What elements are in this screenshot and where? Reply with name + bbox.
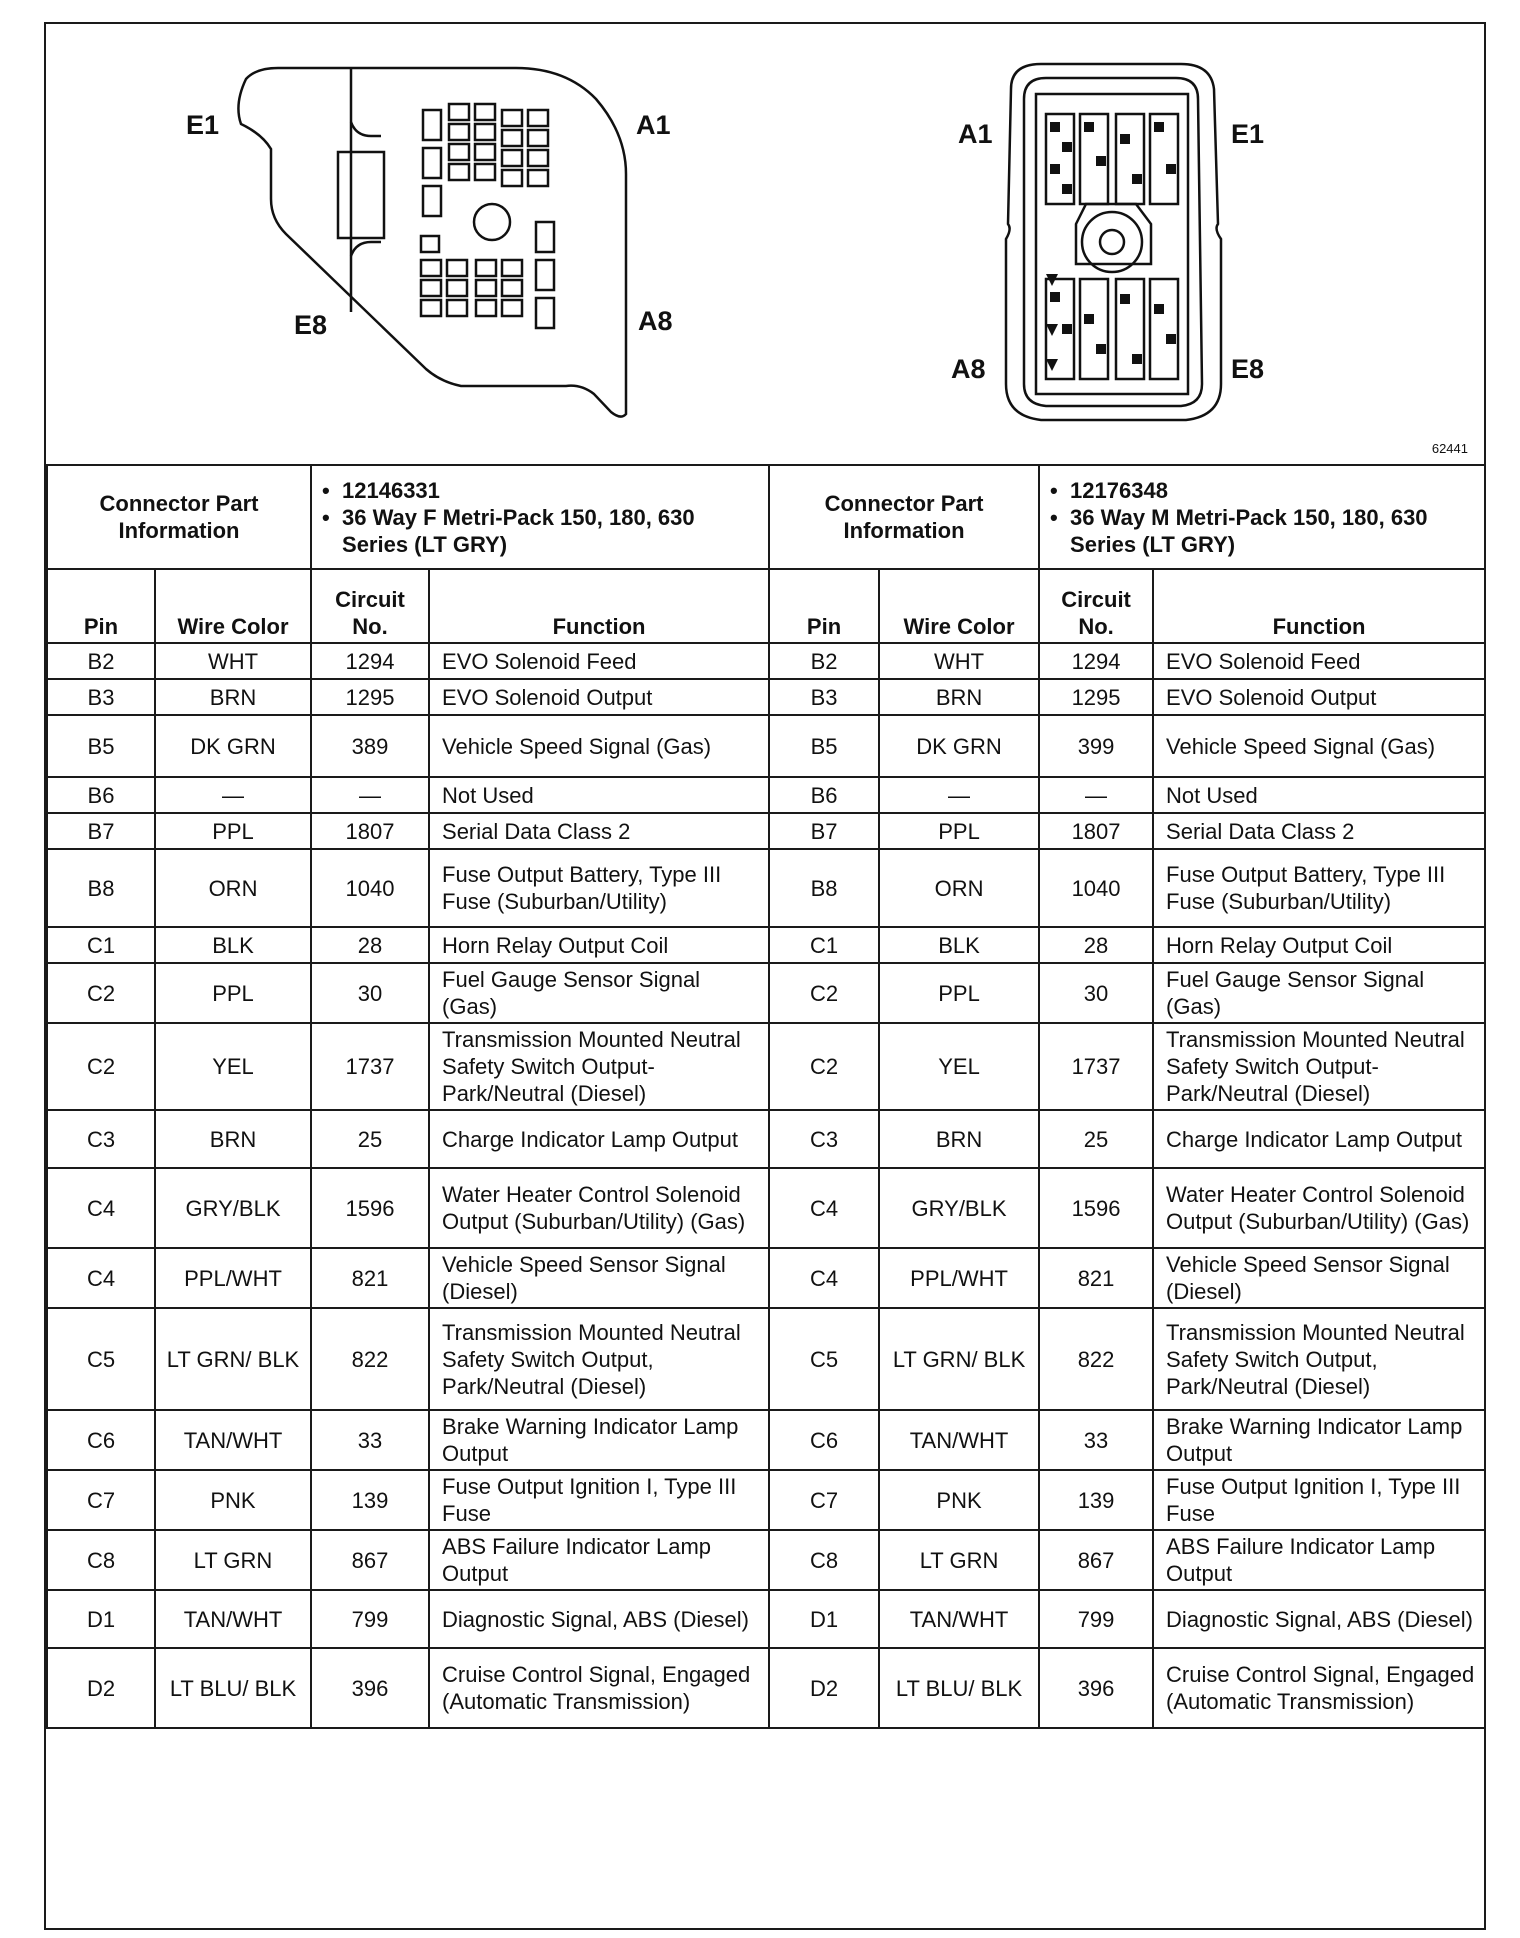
right-pin-cell: C4 <box>769 1168 879 1248</box>
right-wire-color-cell: BRN <box>879 679 1039 715</box>
right-pin-cell: B5 <box>769 715 879 777</box>
right-function-header: Function <box>1153 569 1485 643</box>
right-circuit-cell: 30 <box>1039 963 1153 1023</box>
table-row <box>47 849 1485 927</box>
right-wire-color-cell: BLK <box>879 927 1039 963</box>
right-pin-cell: C1 <box>769 927 879 963</box>
male-connector-drawing <box>1006 64 1221 420</box>
right-circuit-cell: 1596 <box>1039 1168 1153 1248</box>
left-pin-cell: B3 <box>47 679 155 715</box>
right-circuit-cell: 396 <box>1039 1648 1153 1728</box>
table-row <box>47 1248 1485 1308</box>
left-pin-header: Pin <box>47 569 155 643</box>
table-row <box>47 927 1485 963</box>
left-function-cell: EVO Solenoid Feed <box>429 643 769 679</box>
right-wire-color-cell: ORN <box>879 849 1039 927</box>
left-pin-cell: B6 <box>47 777 155 813</box>
left-circuit-cell: 389 <box>311 715 429 777</box>
right-wire-color-cell: — <box>879 777 1039 813</box>
right-wire-color-cell: PNK <box>879 1470 1039 1530</box>
female-connector-drawing <box>238 68 626 417</box>
left-circuit-cell: 28 <box>311 927 429 963</box>
left-circuit-cell: 799 <box>311 1590 429 1648</box>
left-wire-color-cell: WHT <box>155 643 311 679</box>
right-circuit-cell: 822 <box>1039 1308 1153 1410</box>
right-function-cell: Charge Indicator Lamp Output <box>1153 1110 1485 1168</box>
right-circuit-cell: 799 <box>1039 1590 1153 1648</box>
left-circuit-cell: 1737 <box>311 1023 429 1110</box>
table-row <box>47 813 1485 849</box>
right-connector-info <box>1039 465 1485 569</box>
right-wire-color-cell: PPL/WHT <box>879 1248 1039 1308</box>
left-wire-color-cell: DK GRN <box>155 715 311 777</box>
left-function-cell: Diagnostic Signal, ABS (Diesel) <box>429 1590 769 1648</box>
left-pin-cell: B8 <box>47 849 155 927</box>
right-pin-cell: B8 <box>769 849 879 927</box>
connector-drawings <box>46 24 1484 464</box>
left-function-cell: Cruise Control Signal, Engaged (Automatic Transmission) <box>429 1648 769 1728</box>
left-function-cell: Not Used <box>429 777 769 813</box>
table-row <box>47 1110 1485 1168</box>
table-row <box>47 777 1485 813</box>
right-function-cell: Serial Data Class 2 <box>1153 813 1485 849</box>
right-wire-color-cell: GRY/BLK <box>879 1168 1039 1248</box>
right-function-cell: Fuse Output Ignition I, Type III Fuse <box>1153 1470 1485 1530</box>
left-pin-cell: C7 <box>47 1470 155 1530</box>
table-row <box>47 1530 1485 1590</box>
right-wire-color-cell: PPL <box>879 963 1039 1023</box>
left-function-cell: Vehicle Speed Signal (Gas) <box>429 715 769 777</box>
right-function-cell: Vehicle Speed Sensor Signal (Diesel) <box>1153 1248 1485 1308</box>
left-pin-cell: D1 <box>47 1590 155 1648</box>
left-wire-color-cell: BRN <box>155 679 311 715</box>
right-function-cell: Cruise Control Signal, Engaged (Automatic Transmission) <box>1153 1648 1485 1728</box>
right-pin-cell: D1 <box>769 1590 879 1648</box>
right-function-cell: Fuse Output Battery, Type III Fuse (Suburban/Utility) <box>1153 849 1485 927</box>
right-wire-color-cell: TAN/WHT <box>879 1410 1039 1470</box>
left-pin-cell: C8 <box>47 1530 155 1590</box>
right-pin-cell: C4 <box>769 1248 879 1308</box>
left-wire-color-cell: YEL <box>155 1023 311 1110</box>
left-pin-cell: D2 <box>47 1648 155 1728</box>
right-wire-color-cell: YEL <box>879 1023 1039 1110</box>
left-circuit-cell: 822 <box>311 1308 429 1410</box>
right-circuit-cell: 33 <box>1039 1410 1153 1470</box>
right-wire-color-cell: DK GRN <box>879 715 1039 777</box>
left-function-cell: Fuel Gauge Sensor Signal (Gas) <box>429 963 769 1023</box>
male-label-e8: E8 <box>1231 354 1265 384</box>
left-wire-color-header: Wire Color <box>155 569 311 643</box>
left-pin-cell: C1 <box>47 927 155 963</box>
female-label-a1: A1 <box>636 110 671 140</box>
left-function-cell: Horn Relay Output Coil <box>429 927 769 963</box>
table-row <box>47 963 1485 1023</box>
table-row <box>47 643 1485 679</box>
right-wire-color-cell: TAN/WHT <box>879 1590 1039 1648</box>
left-circuit-cell: 1807 <box>311 813 429 849</box>
left-wire-color-cell: PPL <box>155 963 311 1023</box>
left-function-cell: Fuse Output Battery, Type III Fuse (Suburban/Utility) <box>429 849 769 927</box>
right-circuit-cell: 1807 <box>1039 813 1153 849</box>
male-label-e1: E1 <box>1231 119 1265 149</box>
right-circuit-cell: 1737 <box>1039 1023 1153 1110</box>
table-row <box>47 679 1485 715</box>
male-label-a8: A8 <box>951 354 986 384</box>
left-connector-info <box>311 465 769 569</box>
connector-info-row <box>47 465 1485 569</box>
left-function-cell: Brake Warning Indicator Lamp Output <box>429 1410 769 1470</box>
left-circuit-cell: 1040 <box>311 849 429 927</box>
table-row <box>47 1590 1485 1648</box>
left-function-header: Function <box>429 569 769 643</box>
left-pin-cell: C5 <box>47 1308 155 1410</box>
right-circuit-cell: 25 <box>1039 1110 1153 1168</box>
right-circuit-cell: 1294 <box>1039 643 1153 679</box>
left-wire-color-cell: LT GRN <box>155 1530 311 1590</box>
right-part-description: • 36 Way M Metri-Pack 150, 180, 630 Series (LT GRY) <box>1048 504 1476 558</box>
left-wire-color-cell: — <box>155 777 311 813</box>
right-pin-cell: C3 <box>769 1110 879 1168</box>
female-label-e1: E1 <box>186 110 220 140</box>
left-function-cell: Transmission Mounted Neutral Safety Switch Output-Park/Neutral (Diesel) <box>429 1023 769 1110</box>
left-function-cell: Transmission Mounted Neutral Safety Switch Output, Park/Neutral (Diesel) <box>429 1308 769 1410</box>
left-circuit-cell: 25 <box>311 1110 429 1168</box>
figure-number: 62441 <box>1431 441 1468 456</box>
left-circuit-cell: 139 <box>311 1470 429 1530</box>
right-circuit-header: Circuit No. <box>1039 569 1153 643</box>
table-row <box>47 1023 1485 1110</box>
right-wire-color-cell: LT BLU/ BLK <box>879 1648 1039 1728</box>
left-circuit-cell: 396 <box>311 1648 429 1728</box>
left-wire-color-cell: LT GRN/ BLK <box>155 1308 311 1410</box>
left-wire-color-cell: BRN <box>155 1110 311 1168</box>
right-pin-cell: C2 <box>769 963 879 1023</box>
left-pin-cell: C4 <box>47 1248 155 1308</box>
left-pin-cell: B7 <box>47 813 155 849</box>
left-function-cell: Fuse Output Ignition I, Type III Fuse <box>429 1470 769 1530</box>
left-circuit-cell: 30 <box>311 963 429 1023</box>
right-part-number: • 12176348 <box>1048 477 1476 504</box>
right-pin-header: Pin <box>769 569 879 643</box>
left-circuit-header: Circuit No. <box>311 569 429 643</box>
left-circuit-cell: 33 <box>311 1410 429 1470</box>
right-function-cell: Horn Relay Output Coil <box>1153 927 1485 963</box>
right-pin-cell: B3 <box>769 679 879 715</box>
left-wire-color-cell: PPL <box>155 813 311 849</box>
right-circuit-cell: 139 <box>1039 1470 1153 1530</box>
table-row <box>47 1470 1485 1530</box>
right-circuit-cell: 1040 <box>1039 849 1153 927</box>
connector-diagram-panel <box>46 24 1484 466</box>
left-wire-color-cell: ORN <box>155 849 311 927</box>
right-pin-cell: B2 <box>769 643 879 679</box>
right-wire-color-cell: LT GRN/ BLK <box>879 1308 1039 1410</box>
female-label-a8: A8 <box>638 306 673 336</box>
left-pin-cell: C2 <box>47 963 155 1023</box>
left-circuit-cell: 1295 <box>311 679 429 715</box>
right-function-cell: ABS Failure Indicator Lamp Output <box>1153 1530 1485 1590</box>
right-wire-color-cell: WHT <box>879 643 1039 679</box>
left-wire-color-cell: PNK <box>155 1470 311 1530</box>
right-wire-color-cell: PPL <box>879 813 1039 849</box>
column-header-row <box>47 569 1485 643</box>
right-pin-cell: C2 <box>769 1023 879 1110</box>
left-circuit-cell: 1596 <box>311 1168 429 1248</box>
left-circuit-cell: 1294 <box>311 643 429 679</box>
left-circuit-cell: 867 <box>311 1530 429 1590</box>
left-function-cell: ABS Failure Indicator Lamp Output <box>429 1530 769 1590</box>
table-row <box>47 1308 1485 1410</box>
right-circuit-cell: 1295 <box>1039 679 1153 715</box>
right-function-cell: Transmission Mounted Neutral Safety Switch Output-Park/Neutral (Diesel) <box>1153 1023 1485 1110</box>
table-row <box>47 1168 1485 1248</box>
table-row <box>47 1648 1485 1728</box>
right-wire-color-cell: LT GRN <box>879 1530 1039 1590</box>
left-function-cell: Charge Indicator Lamp Output <box>429 1110 769 1168</box>
right-function-cell: EVO Solenoid Output <box>1153 679 1485 715</box>
left-function-cell: Water Heater Control Solenoid Output (Suburban/Utility) (Gas) <box>429 1168 769 1248</box>
right-circuit-cell: 821 <box>1039 1248 1153 1308</box>
left-circuit-cell: — <box>311 777 429 813</box>
left-pin-cell: C3 <box>47 1110 155 1168</box>
right-function-cell: Not Used <box>1153 777 1485 813</box>
pinout-table <box>46 464 1486 1729</box>
right-function-cell: Water Heater Control Solenoid Output (Suburban/Utility) (Gas) <box>1153 1168 1485 1248</box>
right-connector-info-label: Connector Part Information <box>769 465 1039 569</box>
right-wire-color-cell: BRN <box>879 1110 1039 1168</box>
right-function-cell: Brake Warning Indicator Lamp Output <box>1153 1410 1485 1470</box>
male-label-a1: A1 <box>958 119 993 149</box>
right-pin-cell: B6 <box>769 777 879 813</box>
right-wire-color-header: Wire Color <box>879 569 1039 643</box>
right-pin-cell: C5 <box>769 1308 879 1410</box>
right-pin-cell: D2 <box>769 1648 879 1728</box>
left-function-cell: Serial Data Class 2 <box>429 813 769 849</box>
left-wire-color-cell: PPL/WHT <box>155 1248 311 1308</box>
right-circuit-cell: 867 <box>1039 1530 1153 1590</box>
left-circuit-cell: 821 <box>311 1248 429 1308</box>
left-wire-color-cell: TAN/WHT <box>155 1410 311 1470</box>
right-function-cell: Fuel Gauge Sensor Signal (Gas) <box>1153 963 1485 1023</box>
left-part-number: • 12146331 <box>320 477 760 504</box>
right-pin-cell: C7 <box>769 1470 879 1530</box>
right-pin-cell: B7 <box>769 813 879 849</box>
right-pin-cell: C8 <box>769 1530 879 1590</box>
right-circuit-cell: 28 <box>1039 927 1153 963</box>
connector-document <box>44 22 1486 1930</box>
right-function-cell: Diagnostic Signal, ABS (Diesel) <box>1153 1590 1485 1648</box>
left-pin-cell: C4 <box>47 1168 155 1248</box>
right-pin-cell: C6 <box>769 1410 879 1470</box>
right-function-cell: Vehicle Speed Signal (Gas) <box>1153 715 1485 777</box>
female-label-e8: E8 <box>294 310 328 340</box>
left-function-cell: EVO Solenoid Output <box>429 679 769 715</box>
left-pin-cell: C2 <box>47 1023 155 1110</box>
left-pin-cell: C6 <box>47 1410 155 1470</box>
left-wire-color-cell: BLK <box>155 927 311 963</box>
left-wire-color-cell: LT BLU/ BLK <box>155 1648 311 1728</box>
left-part-description: • 36 Way F Metri-Pack 150, 180, 630 Series (LT GRY) <box>320 504 760 558</box>
left-wire-color-cell: TAN/WHT <box>155 1590 311 1648</box>
left-pin-cell: B2 <box>47 643 155 679</box>
left-function-cell: Vehicle Speed Sensor Signal (Diesel) <box>429 1248 769 1308</box>
right-circuit-cell: — <box>1039 777 1153 813</box>
left-wire-color-cell: GRY/BLK <box>155 1168 311 1248</box>
table-row <box>47 1410 1485 1470</box>
left-pin-cell: B5 <box>47 715 155 777</box>
table-row <box>47 715 1485 777</box>
right-function-cell: Transmission Mounted Neutral Safety Switch Output, Park/Neutral (Diesel) <box>1153 1308 1485 1410</box>
right-circuit-cell: 399 <box>1039 715 1153 777</box>
right-function-cell: EVO Solenoid Feed <box>1153 643 1485 679</box>
left-connector-info-label: Connector Part Information <box>47 465 311 569</box>
